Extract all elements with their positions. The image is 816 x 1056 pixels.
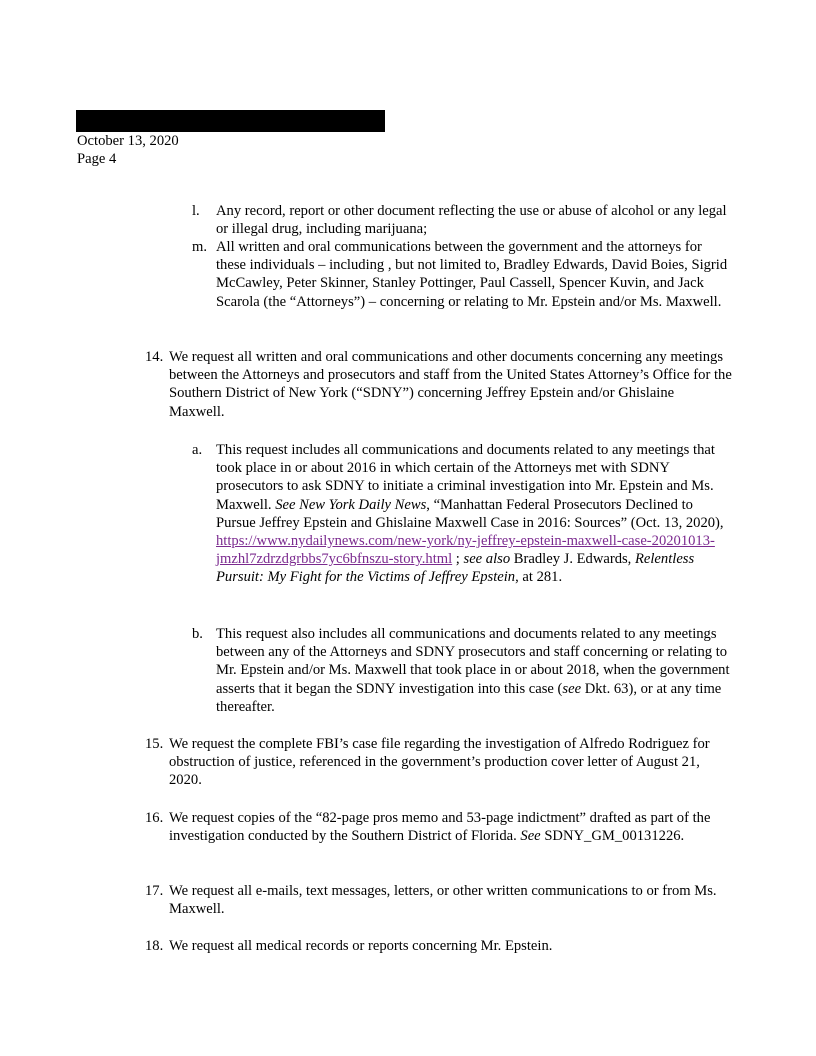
request-text xyxy=(169,809,732,845)
sub-item-text xyxy=(216,625,732,716)
list-item-text: Any record, report or other document reflecting the use or abuse of alcohol or any legal or illegal drug, including marijuana; xyxy=(216,203,727,238)
sub-item-text-part: This request also includes all communications and documents related to any meetings between any of the Attorneys and SDNY prosecutors and staff concerning or relating to Mr. Epstein and/or Ms. Maxwell that took place in or about 2018, when the government asserts that it began the SDNY investigation into this case ( xyxy=(216,626,730,697)
letter-header xyxy=(77,132,179,168)
request-number: 15. xyxy=(145,736,164,752)
list-item-l xyxy=(192,202,732,238)
citation-signal: see also xyxy=(463,551,511,568)
article-link[interactable]: https://www.nydailynews.com/new-york/ny-jeffrey-epstein-maxwell-case-20201013-jmzhl7zdrzdgrbbs7yc6bfnszu-story.html xyxy=(216,533,715,568)
citation-source: See New York Daily News xyxy=(275,496,427,513)
request-item-14 xyxy=(145,348,732,421)
request-number: 14. xyxy=(145,349,164,365)
book-title: Relentless Pursuit: My Fight for the Victims of Jeffrey Epstein xyxy=(216,551,695,586)
citation-signal: see xyxy=(562,680,582,697)
request-text: We request the complete FBI’s case file regarding the investigation of Alfredo Rodriguez for obstruction of justice, referenced in the government’s production cover letter of August 21, 2020. xyxy=(169,736,710,789)
sub-item-14b xyxy=(192,625,732,716)
list-marker: m. xyxy=(192,239,207,255)
request-number: 17. xyxy=(145,883,164,899)
sub-item-text-part: Bradley J. Edwards, xyxy=(510,551,635,568)
request-text: We request all e-mails, text messages, letters, or other written communications to or from Ms. Maxwell. xyxy=(169,883,717,918)
header-page-number: Page 4 xyxy=(77,151,117,168)
sub-item-text-part: , at 281. xyxy=(515,569,563,586)
sub-item-text-part: ; xyxy=(452,551,464,568)
list-marker: a. xyxy=(192,442,203,458)
request-number: 18. xyxy=(145,938,164,954)
request-number: 16. xyxy=(145,810,164,826)
request-text: We request all medical records or reports concerning Mr. Epstein. xyxy=(169,938,553,954)
sub-item-14a xyxy=(192,441,732,587)
citation-signal: See xyxy=(520,828,541,845)
list-item-text: All written and oral communications between the government and the attorneys for these individuals – including , but not limited to, Bradley Edwards, David Boies, Sigrid McCawley, Peter Skinner, Stanley Pottinger, Paul Cassell, Spencer Kuvin, and Jack Scarola (the “Attorneys”) – concerning or relating to Mr. Epstein and/or Ms. Maxwell. xyxy=(216,239,728,310)
sub-item-text-part: , “Manhattan Federal Prosecutors Declined to Pursue Jeffrey Epstein and Ghislaine Maxwell Case in 2016: Sources” (Oct. 13, 2020), xyxy=(216,496,724,531)
list-marker: l. xyxy=(192,203,200,219)
list-marker: b. xyxy=(192,626,203,642)
sub-item-text-part: This request includes all communications and documents related to any meetings that took place in or about 2016 in which certain of the Attorneys met with SDNY prosecutors to ask SDNY to initiate a criminal investigation into Mr. Epstein and Ms. Maxwell. xyxy=(216,442,715,513)
list-item-m xyxy=(192,238,732,311)
request-item-18 xyxy=(145,937,732,955)
redaction-bar xyxy=(76,110,385,132)
request-item-17 xyxy=(145,882,732,918)
request-text: We request all written and oral communications and other documents concerning any meetings between the Attorneys and prosecutors and staff from the United States Attorney’s Office for the Southern District of New York (“SDNY”) concerning Jeffrey Epstein and/or Ghislaine Maxwell. xyxy=(169,349,732,420)
sub-item-text-part: Dkt. 63), or at any time thereafter. xyxy=(216,680,722,715)
request-item-16 xyxy=(145,809,732,845)
request-text-part: SDNY_GM_00131226. xyxy=(540,828,685,845)
sub-item-text xyxy=(216,441,732,587)
request-text-part: We request copies of the “82-page pros memo and 53-page indictment” drafted as part of the investigation conducted by the Southern District of Florida. xyxy=(169,810,711,845)
request-item-15 xyxy=(145,735,732,790)
header-date: October 13, 2020 xyxy=(77,133,179,149)
